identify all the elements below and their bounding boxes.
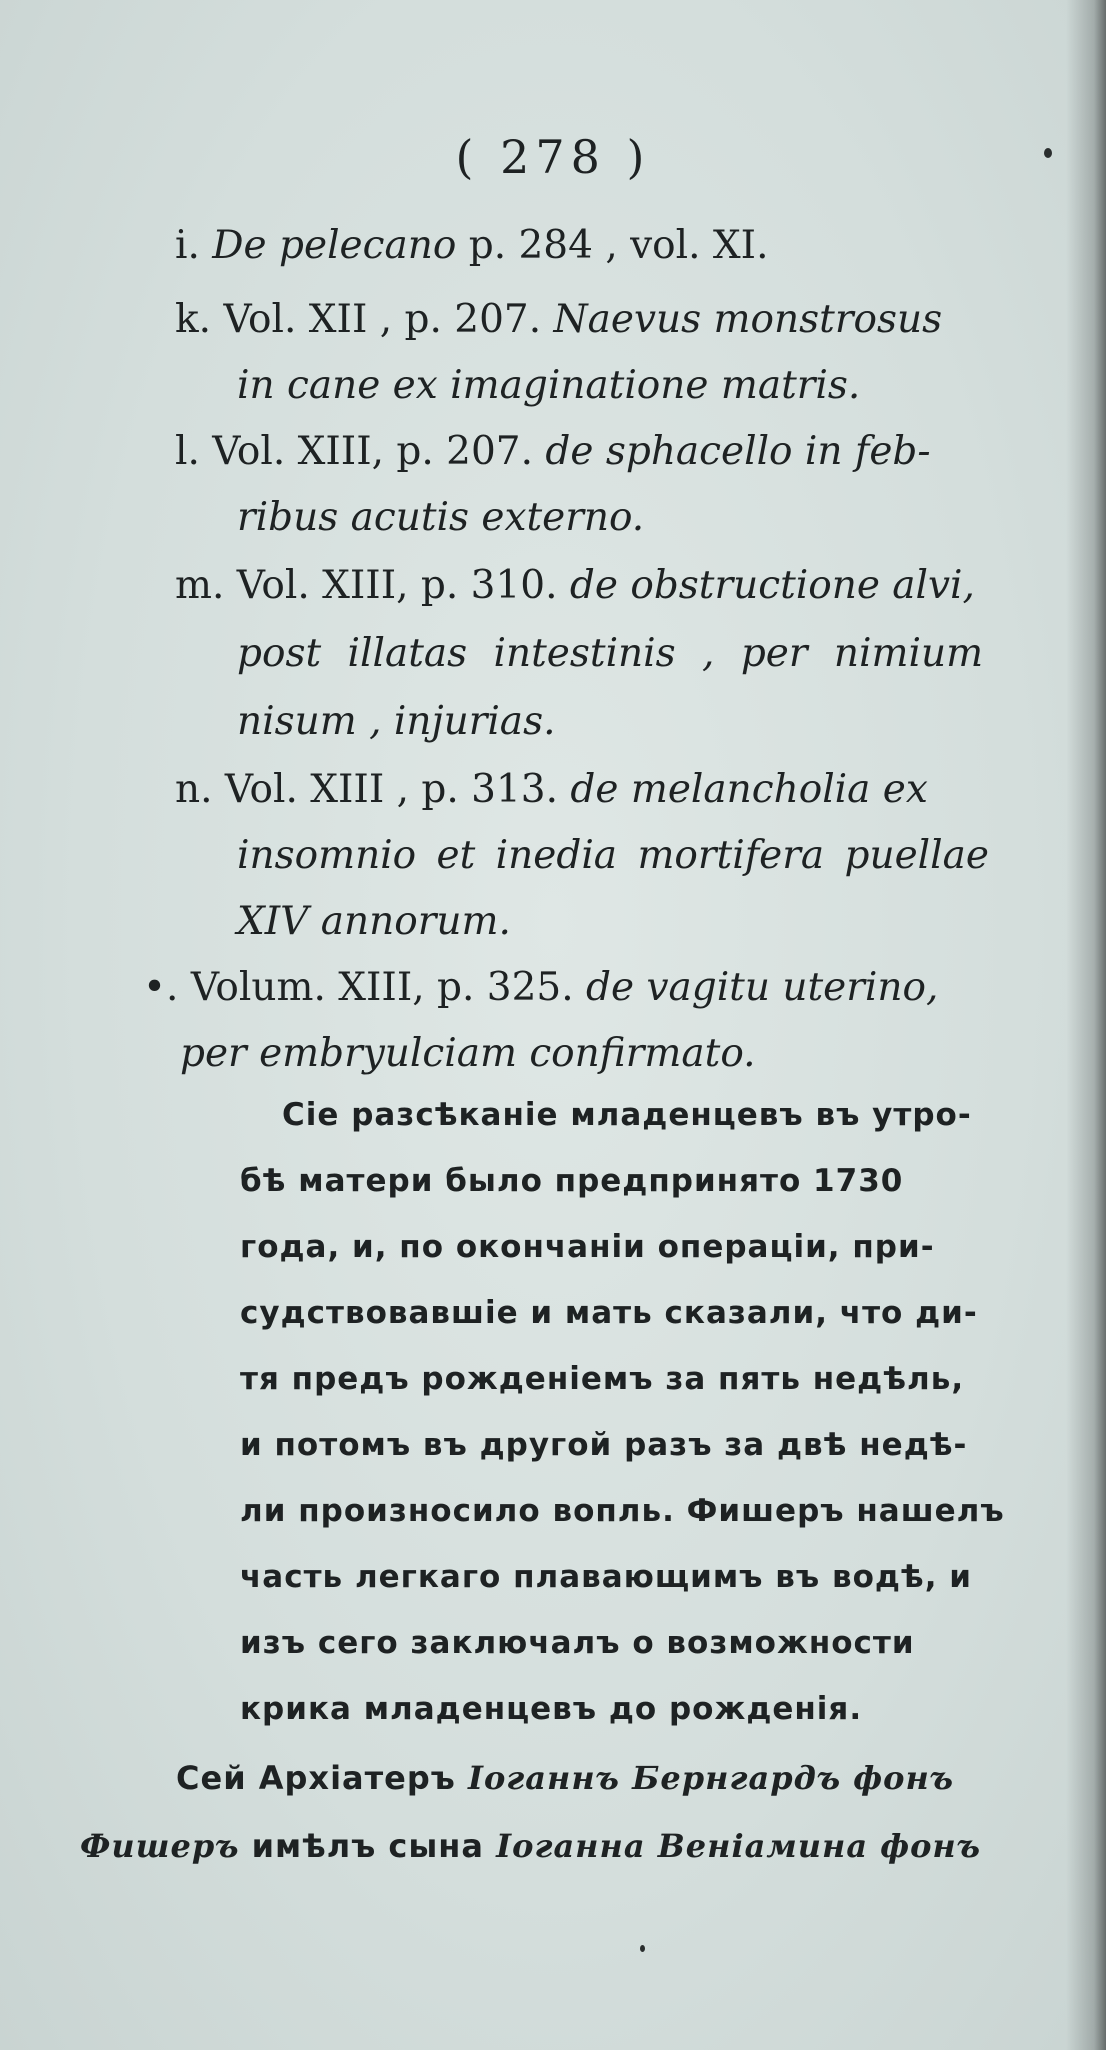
entry-o-continuation: per embryulciam confirmato. [180, 1031, 756, 1076]
entry-title: de vagitu uterino, [586, 965, 939, 1010]
entry-o [143, 965, 939, 1010]
paragraph-line: часть легкаго плавающимъ въ водѣ, и [240, 1559, 973, 1595]
ink-speck [640, 1945, 645, 1952]
paragraph-line: тя предъ рожденіемъ за пять недѣль, [240, 1361, 965, 1397]
entry-marker: n. [175, 767, 213, 812]
closing-name: Фишеръ [80, 1827, 240, 1865]
paragraph-line: Сіе разсѣканіе младенцевъ въ утро- [282, 1097, 972, 1133]
paragraph-line: года, и, по окончаніи операціи, при- [240, 1229, 935, 1265]
closing-name: Іоганна Веніамина фонъ [496, 1827, 982, 1865]
entry-k-continuation: in cane ex imaginatione matris. [237, 363, 861, 408]
paragraph-line: бѣ матери было предпринято 1730 [240, 1163, 904, 1199]
entry-title: de obstructione alvi, [569, 563, 975, 608]
entry-marker: m. [175, 563, 225, 608]
entry-marker: •. [143, 965, 179, 1010]
entry-l-continuation: ribus acutis externo. [237, 495, 645, 540]
entry-ref: Vol. XIII, p. 207. [212, 429, 546, 474]
entry-marker: i. [175, 223, 200, 268]
closing-line-1 [176, 1759, 955, 1797]
entry-m-continuation: post illatas intestinis , per nimium [237, 631, 984, 676]
paragraph-line: ли произносило вопль. Фишеръ нашелъ [240, 1493, 1005, 1529]
closing-text: Сей Архіатеръ [176, 1759, 468, 1797]
page-number: ( 278 ) [455, 130, 651, 184]
entry-title: de sphacello in feb- [545, 429, 931, 474]
entry-title: De pelecano [212, 223, 457, 268]
entry-title: de melancholia ex [570, 767, 928, 812]
closing-name: Іоганнъ Бернгардъ фонъ [467, 1759, 955, 1797]
entry-ref: Volum. XIII, p. 325. [190, 965, 587, 1010]
entry-n-continuation: insomnio et inedia mortifera puellae [237, 833, 989, 878]
paragraph-line: изъ сего заключалъ о возможности [240, 1625, 915, 1661]
entry-marker: k. [175, 297, 212, 342]
entry-ref: Vol. XIII, p. 310. [236, 563, 570, 608]
entry-ref: p. 284 , vol. XI. [456, 223, 769, 268]
entry-k [175, 297, 943, 342]
ink-speck [1044, 148, 1052, 158]
entry-title: Naevus monstrosus [553, 297, 943, 342]
entry-i [175, 223, 769, 268]
entry-l [175, 429, 931, 474]
paragraph-line: и потомъ въ другой разъ за двѣ недѣ- [240, 1427, 968, 1463]
paragraph-line: судствовавшіе и мать сказали, что ди- [240, 1295, 978, 1331]
page-edge-shadow [1066, 0, 1106, 2050]
entry-n-continuation-2: XIV annorum. [237, 899, 511, 944]
closing-line-2 [80, 1827, 982, 1865]
closing-text: имѣлъ сына [239, 1827, 497, 1865]
entry-n [175, 767, 928, 812]
paragraph-line: крика младенцевъ до рожденія. [240, 1691, 863, 1727]
entry-marker: l. [175, 429, 200, 474]
entry-m [175, 563, 975, 608]
entry-m-continuation-2: nisum , injurias. [237, 699, 556, 744]
entry-ref: Vol. XIII , p. 313. [224, 767, 571, 812]
entry-ref: Vol. XII , p. 207. [223, 297, 554, 342]
